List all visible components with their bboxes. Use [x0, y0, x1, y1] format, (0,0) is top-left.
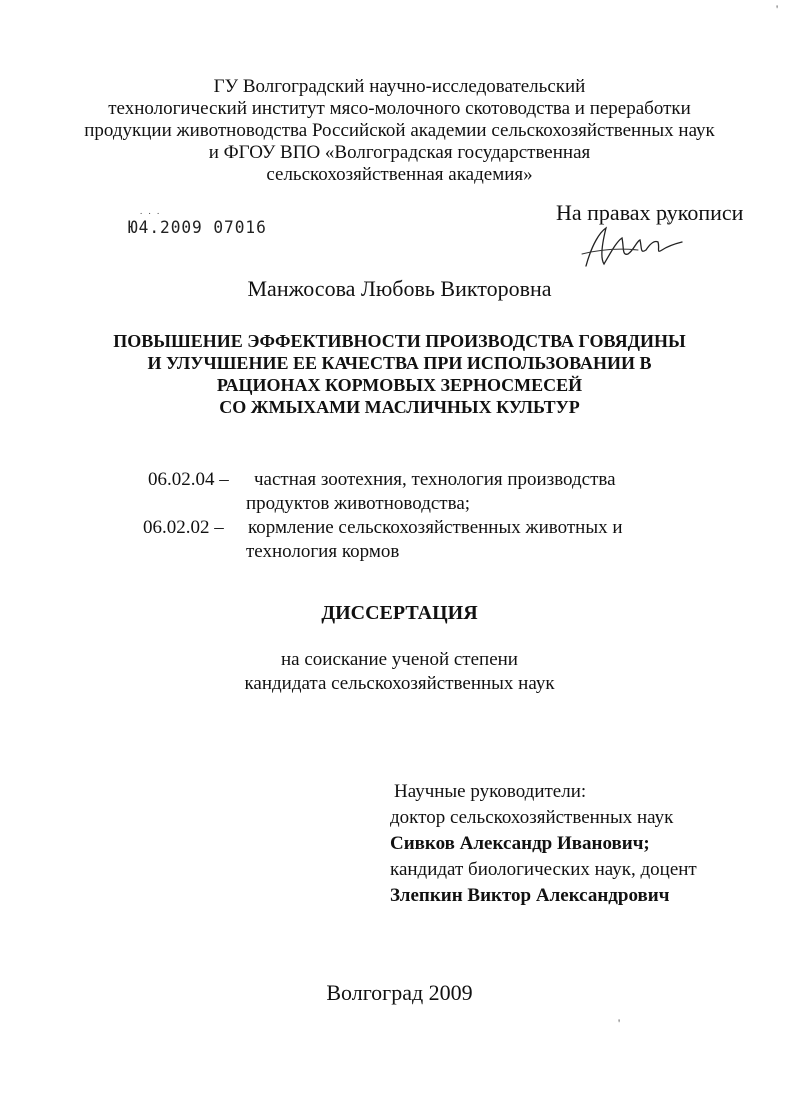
signature-icon	[578, 214, 688, 274]
institution-line: ГУ Волгоградский научно-исследовательский	[213, 76, 586, 97]
institution-line: продукции животноводства Российской академии сельскохозяйственных наук	[84, 120, 715, 141]
supervisor-degree: доктор сельскохозяйственных наук	[390, 807, 674, 828]
title-line: ПОВЫШЕНИЕ ЭФФЕКТИВНОСТИ ПРОИЗВОДСТВА ГОВЯДИНЫ	[113, 331, 686, 351]
degree-line: на соискание ученой степени	[281, 649, 518, 670]
scan-mark: '	[618, 1016, 621, 1030]
supervisors-block	[390, 779, 697, 909]
city-year: Волгоград 2009	[326, 980, 473, 1005]
supervisors-heading: Научные руководители:	[394, 781, 587, 802]
specialty-text: кормление сельскохозяйственных животных и	[248, 517, 623, 538]
institution-line: сельскохозяйственная академия»	[266, 164, 533, 185]
supervisor-name: Злепкин Виктор Александрович	[390, 885, 670, 906]
specialty-text: частная зоотехния, технология производства	[254, 469, 616, 490]
institution-line: технологический институт мясо-молочного скотоводства и переработки	[108, 98, 691, 119]
specialty-text: продуктов животноводства;	[246, 493, 471, 514]
title-line: СО ЖМЫХАМИ МАСЛИЧНЫХ КУЛЬТУР	[219, 397, 580, 417]
supervisor-degree: кандидат биологических наук, доцент	[390, 859, 697, 880]
title-line: И УЛУЧШЕНИЕ ЕЕ КАЧЕСТВА ПРИ ИСПОЛЬЗОВАНИИ В	[147, 353, 652, 373]
degree-block	[0, 648, 799, 696]
scan-mark: '	[776, 2, 779, 16]
manuscript-rights: На правах рукописи	[556, 200, 744, 225]
author-name: Манжосова Любовь Викторовна	[247, 276, 552, 301]
degree-line: кандидата сельскохозяйственных наук	[244, 673, 555, 694]
institution-line: и ФГОУ ВПО «Волгоградская государственная	[208, 142, 591, 163]
specialty-code: 06.02.02 –	[143, 517, 224, 538]
specialty-code: 06.02.04 –	[148, 469, 229, 490]
supervisor-name: Сивков Александр Иванович;	[390, 833, 650, 854]
library-stamp-number: Ю4.2009 07016	[128, 218, 267, 238]
document-type: ДИССЕРТАЦИЯ	[321, 602, 478, 624]
stamp-dots: . . .	[140, 206, 162, 216]
title-line: РАЦИОНАХ КОРМОВЫХ ЗЕРНОСМЕСЕЙ	[216, 375, 583, 395]
dissertation-title	[0, 330, 799, 418]
institution-block	[0, 76, 799, 186]
specialty-text: технология кормов	[246, 541, 400, 562]
